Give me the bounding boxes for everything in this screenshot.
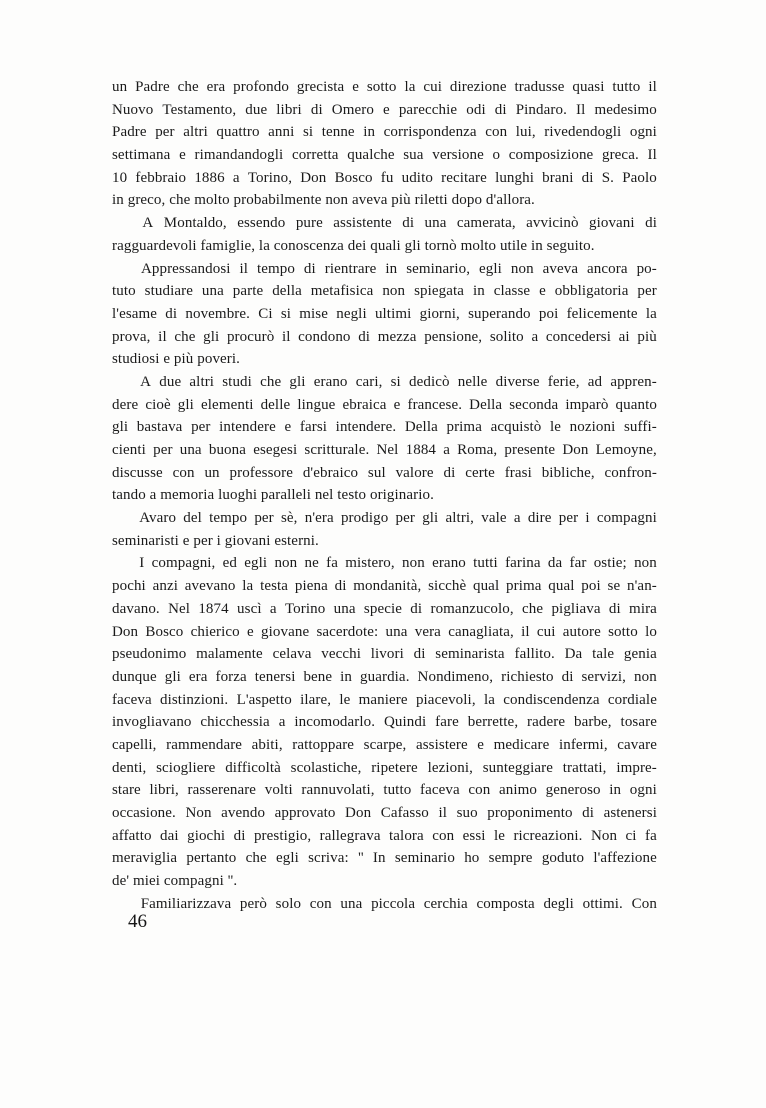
text-line: Don Bosco chierico e giovane sacerdote: una vera canagliata, il cui autore sotto lo	[112, 623, 657, 640]
text-line: invogliavano chicchessia a incomodarlo. Quindi fare berrette, radere barbe, tosare	[112, 714, 657, 731]
text-line: cienti per una buona esegesi scritturale. Nel 1884 a Roma, presente Don Lemoyne,	[112, 442, 657, 458]
text-line: de' miei compagni ''.	[112, 873, 238, 890]
text-line: Padre per altri quattro anni si tenne in corrispondenza con lui, rivedendogli ogni	[112, 124, 657, 141]
text-line: Familiarizzava però solo con una piccola cerchia composta degli ottimi. Con	[140, 895, 657, 912]
text-line: studiosi e più poveri.	[112, 351, 241, 368]
text-line: ragguardevoli famiglie, la conoscenza dei quali gli tornò molto utile in seguito.	[112, 237, 595, 254]
text-line: meraviglia pertanto che egli scriva: '' In seminario ho sempre goduto l'affezione	[112, 850, 657, 867]
text-line: dere cioè gli elementi delle lingue ebraica e francese. Della seconda imparò quanto	[112, 396, 657, 413]
text-line: discusse con un professore d'ebraico sul valore di certe frasi bibliche, confron-	[112, 464, 657, 481]
text-line: in greco, che molto probabilmente non aveva più riletti dopo d'allora.	[112, 192, 535, 209]
page-number: 46	[128, 911, 147, 932]
text-line: Appressandosi il tempo di rientrare in seminario, egli non aveva ancora po-	[140, 260, 657, 277]
text-line: settimana e rimandandogli corretta qualche sua versione o composizione greca. Il	[112, 147, 657, 164]
text-line: prova, il che gli procurò il condono di mezza pensione, solito a concedersi ai più	[112, 328, 657, 345]
text-line: Avaro del tempo per sè, n'era prodigo per gli altri, vale a dire per i compagni	[139, 510, 657, 527]
text-line: occasione. Non avendo approvato Don Cafasso il suo proponimento di astenersi	[112, 805, 657, 821]
text-line: l'esame di novembre. Ci si mise negli ultimi giorni, superando poi felicemente la	[112, 305, 657, 322]
text-line: gli bastava per intendere e farsi intendere. Della prima acquistò le nozioni suffi-	[112, 419, 657, 436]
text-line: A Montaldo, essendo pure assistente di una camerata, avvicinò giovani di	[142, 215, 657, 232]
text-line: A due altri studi che gli erano cari, si dedicò nelle diverse ferie, ad appren-	[140, 373, 657, 390]
text-line: faceva distinzioni. L'aspetto ilare, le maniere piacevoli, la condiscendenza cordiale	[112, 691, 657, 708]
text-line: tuto studiare una parte della metafisica non spiegata in classe e obbligatoria per	[112, 283, 657, 300]
text-line: denti, sciogliere difficoltà scolastiche, ripetere lezioni, sunteggiare trattati, impre-	[112, 759, 657, 776]
text-line: Nuovo Testamento, due libri di Omero e parecchie odi di Pindaro. Il medesimo	[112, 101, 657, 118]
text-line: stare libri, rasserenare volti rannuvolati, tutto faceva con animo generoso in ogni	[112, 782, 657, 799]
text-line: 10 febbraio 1886 a Torino, Don Bosco fu udito recitare lunghi brani di S. Paolo	[112, 169, 657, 186]
text-line: capelli, rammendare abiti, rattoppare scarpe, assistere e medicare infermi, cavare	[112, 736, 657, 753]
text-line: tando a memoria luoghi paralleli nel testo originario.	[112, 487, 434, 504]
text-line: I compagni, ed egli non ne fa mistero, non erano tutti farina da far ostie; non	[139, 555, 657, 572]
text-line: un Padre che era profondo grecista e sotto la cui direzione tradusse quasi tutto il	[112, 79, 657, 95]
text-block	[112, 76, 657, 915]
text-line: dunque gli era forza tenersi bene in guardia. Nondimeno, richiesto di servizi, non	[112, 668, 657, 685]
text-line: davano. Nel 1874 uscì a Torino una specie di romanzucolo, che pigliava di mira	[112, 600, 657, 617]
text-line: affatto dai giochi di prestigio, rallegrava talora con essi le ricreazioni. Non ci fa	[112, 827, 657, 844]
text-line: pseudonimo malamente celava vecchi livori di seminarista fallito. Da tale genia	[112, 646, 657, 663]
text-line: seminaristi e per i giovani esterni.	[112, 532, 319, 549]
text-line: pochi anzi avevano la testa piena di mondanità, sicchè qual prima qual poi se n'an-	[112, 578, 657, 595]
